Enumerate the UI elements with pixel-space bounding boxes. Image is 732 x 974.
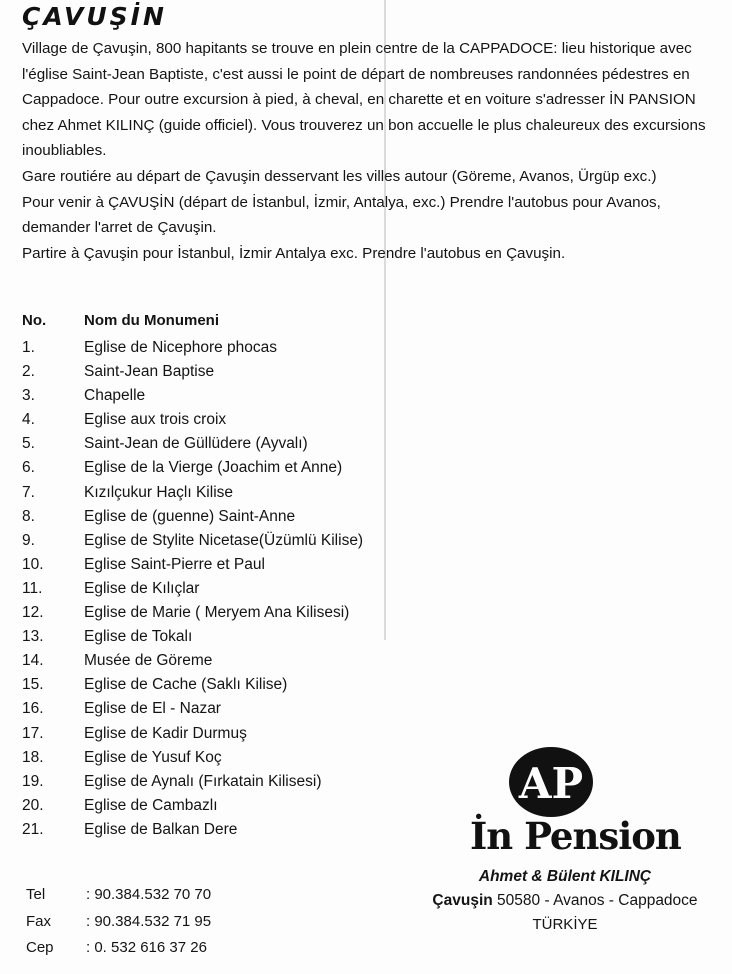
item-name: Eglise de Cache (Saklı Kilise) bbox=[84, 676, 288, 694]
item-number: 11. bbox=[22, 579, 43, 597]
logo-lettering: AP bbox=[518, 759, 584, 808]
item-name: Chapelle bbox=[84, 387, 146, 405]
item-number: 14. bbox=[22, 652, 44, 670]
page-title: ÇAVUŞİN bbox=[22, 2, 167, 31]
item-number: 6. bbox=[22, 459, 35, 477]
item-number: 16. bbox=[22, 700, 44, 718]
address bbox=[400, 892, 730, 910]
item-name: Eglise de Kılıçlar bbox=[84, 579, 200, 597]
item-name: Eglise de Kadir Durmuş bbox=[84, 724, 247, 742]
item-name: Eglise Saint-Pierre et Paul bbox=[84, 555, 265, 573]
contact-value: : 90.384.532 71 95 bbox=[86, 912, 212, 930]
brand-name: İn Pension bbox=[470, 814, 681, 858]
item-number: 8. bbox=[22, 507, 35, 525]
column-header-number: No. bbox=[22, 312, 47, 329]
address-town: Çavuşin bbox=[432, 892, 493, 909]
item-number: 9. bbox=[22, 531, 35, 549]
item-number: 4. bbox=[22, 411, 35, 429]
item-number: 7. bbox=[22, 483, 35, 501]
item-name: Musée de Göreme bbox=[84, 652, 213, 670]
owner-names: Ahmet & Bülent KILINÇ bbox=[478, 868, 652, 885]
item-name: Eglise de Aynalı (Fırkatain Kilisesi) bbox=[84, 772, 322, 790]
item-name: Eglise aux trois croix bbox=[84, 411, 227, 429]
contact-label: Fax bbox=[26, 912, 52, 930]
item-name: Eglise de Cambazlı bbox=[84, 796, 218, 814]
address-rest: 50580 - Avanos - Cappadoce bbox=[497, 892, 698, 909]
contact-value: : 90.384.532 70 70 bbox=[86, 886, 212, 903]
item-name: Eglise de Tokalı bbox=[84, 628, 193, 646]
intro-paragraph: Village de Çavuşin, 800 hapitants se trouve en plein centre de la CAPPADOCE: lieu historique avec l'église Saint-Jean Baptiste, c'est aussi le point de départ de nombreuses randonnées pédestres en Cappadoce. Pour outre excursion à pied, à cheval, en charette et en voiture s'adresser İN PANSION chez Ahmet KILINÇ (guide officiel). Vous trouverez un bon accuelle le plus chaleureux des excursions inoubliables. bbox=[22, 40, 706, 160]
item-number: 1. bbox=[22, 339, 35, 356]
item-name: Eglise de El - Nazar bbox=[84, 700, 221, 718]
item-name: Eglise de Yusuf Koç bbox=[84, 748, 222, 766]
item-number: 19. bbox=[22, 772, 44, 790]
item-name: Saint-Jean Baptise bbox=[84, 363, 215, 381]
intro-text bbox=[22, 36, 718, 266]
item-name: Eglise de Stylite Nicetase(Üzümlü Kilise) bbox=[84, 531, 364, 549]
item-name: Eglise de Nicephore phocas bbox=[84, 339, 278, 356]
item-number: 20. bbox=[22, 796, 44, 814]
item-number: 2. bbox=[22, 363, 35, 381]
item-number: 17. bbox=[22, 724, 44, 742]
item-number: 21. bbox=[22, 820, 44, 838]
item-name: Eglise de (guenne) Saint-Anne bbox=[84, 507, 296, 525]
item-name: Eglise de Balkan Dere bbox=[84, 820, 238, 838]
intro-paragraph: Pour venir à ÇAVUŞİN (départ de İstanbul, İzmir, Antalya, exc.) Prendre l'autobus pour Avanos, demander l'arret de Çavuşin. bbox=[22, 193, 661, 237]
item-name: Kızılçukur Haçlı Kilise bbox=[84, 483, 234, 501]
column-header-name: Nom du Monumeni bbox=[84, 312, 219, 329]
item-number: 13. bbox=[22, 628, 44, 646]
contact-label: Cep bbox=[26, 939, 54, 956]
item-number: 3. bbox=[22, 387, 35, 405]
item-number: 15. bbox=[22, 676, 44, 694]
item-name: Eglise de Marie ( Meryem Ana Kilisesi) bbox=[84, 604, 350, 622]
item-number: 18. bbox=[22, 748, 44, 766]
scan-fold-line bbox=[384, 0, 386, 640]
item-name: Saint-Jean de Güllüdere (Ayvalı) bbox=[84, 435, 308, 453]
in-pension-logo-icon bbox=[508, 746, 594, 818]
country: TÜRKİYE bbox=[532, 916, 598, 933]
intro-paragraph: Gare routiére au départ de Çavuşin desservant les villes autour (Göreme, Avanos, Ürgüp exc.) bbox=[22, 167, 657, 185]
contact-label: Tel bbox=[26, 886, 46, 903]
contact-value: : 0. 532 616 37 26 bbox=[86, 939, 207, 956]
item-name: Eglise de la Vierge (Joachim et Anne) bbox=[84, 459, 343, 477]
intro-paragraph: Partire à Çavuşin pour İstanbul, İzmir Antalya exc. Prendre l'autobus en Çavuşin. bbox=[22, 244, 566, 262]
item-number: 5. bbox=[22, 435, 35, 453]
item-number: 12. bbox=[22, 604, 44, 622]
item-number: 10. bbox=[22, 555, 44, 573]
